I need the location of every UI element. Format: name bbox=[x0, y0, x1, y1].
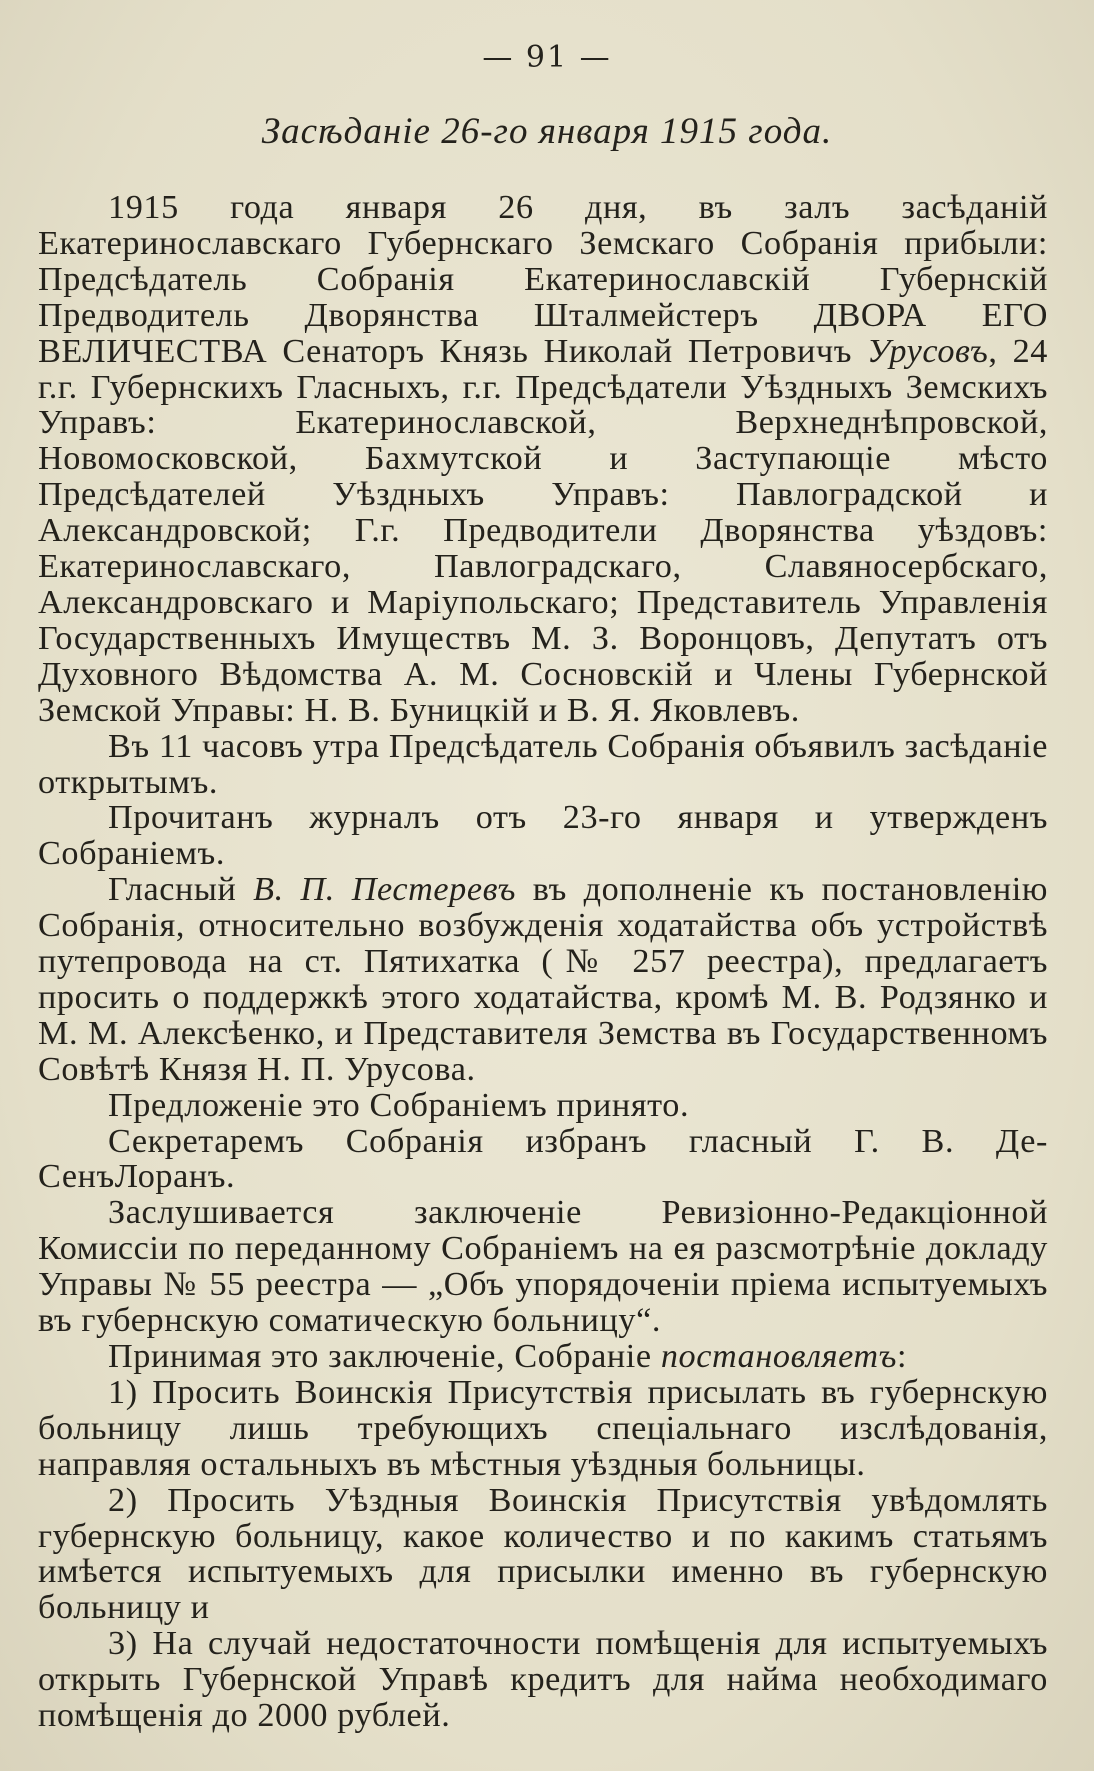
paragraph: 3) На случай недостаточности помѣщенія для испытуемыхъ открыть Губернской Управѣ кредитъ для найма необходимаго помѣщенія до 2000 рублей. bbox=[38, 1625, 1048, 1735]
paragraph: Прочитанъ журналъ отъ 23-го января и утвержденъ Собраніемъ. bbox=[38, 799, 1048, 873]
paragraph: 1915 года января 26 дня, въ залъ засѣданій Екатеринославскаго Губернскаго Земскаго Собранія прибыли: Предсѣдатель Собранія Екатеринославскій Губернскій Предводитель Дворянства Шталмейстеръ ДВОРА ЕГО ВЕЛИЧЕСТВА Сенаторъ Князь Николай Петровичъ Урусовъ, 24 г.г. Губернскихъ Гласныхъ, г.г. Предсѣдатели Уѣздныхъ Земскихъ Управъ: Екатеринославской, Верхнеднѣпровской, Новомосковской, Бахмутской и Заступающіе мѣсто Предсѣдателей Уѣздныхъ Управъ: Павлоградской и Александровской; Г.г. Предводители Дворянства уѣздовъ: Екатеринославскаго, Павлоградскаго, Славяносербскаго, Александровскаго и Маріупольскаго; Представитель Управленія Государственныхъ Имуществъ М. З. Воронцовъ, Депутатъ отъ Духовного Вѣдомства А. М. Сосновскій и Члены Губернской Земской Управы: Н. В. Буницкій и В. Я. Яковлевъ. bbox=[38, 189, 1048, 729]
emphasized-text: В. П. Пестеревъ bbox=[253, 871, 516, 909]
paragraph: Въ 11 часовъ утра Предсѣдатель Собранія объявилъ засѣданіе открытымъ. bbox=[38, 727, 1048, 801]
paragraph: Гласный В. П. Пестеревъ въ дополненіе къ постановленію Собранія, относительно возбужденія ходатайства объ устройствѣ путепровода на ст. Пятихатка (№ 257 реестра), предлагаетъ просить о поддержкѣ этого ходатайства, кромѣ М. В. Родзянко и М. М. Алексѣенко, и Представителя Земства въ Государственномъ Совѣтѣ Князя Н. П. Урусова. bbox=[38, 871, 1048, 1088]
paragraph: Заслушивается заключеніе Ревизіонно-Редакціонной Комиссіи по переданному Собраніемъ на ея разсмотрѣніе докладу Управы № 55 реестра — „Объ упорядоченіи пріема испытуемыхъ въ губернскую соматическую больницу“. bbox=[38, 1194, 1048, 1340]
emphasized-text: постановляетъ bbox=[660, 1338, 898, 1375]
page-number: — 91 — bbox=[482, 40, 612, 75]
paragraph: 1) Просить Воинскія Присутствія присылать въ губернскую больницу лишь требующихъ спеціальнаго изслѣдованія, направляя остальныхъ въ мѣстныя уѣздныя больницы. bbox=[38, 1373, 1048, 1483]
paragraph: Принимая это заключеніе, Собраніе постановляетъ: bbox=[108, 1338, 908, 1375]
session-heading: Засѣданіе 26-го января 1915 года. bbox=[261, 111, 833, 152]
minutes-body bbox=[38, 190, 1048, 1734]
emphasized-text: Урусовъ bbox=[867, 332, 989, 370]
paragraph: Предложеніе это Собраніемъ принято. bbox=[108, 1086, 690, 1124]
paragraph: Секретаремъ Собранія избранъ гласный Г. В. Де-СенъЛоранъ. bbox=[38, 1122, 1048, 1196]
paragraph: 2) Просить Уѣздныя Воинскія Присутствія увѣдомлять губернскую больницу, какое количество и по какимъ статьямъ имѣется испытуемыхъ для присылки именно въ губернскую больницу и bbox=[38, 1481, 1048, 1627]
